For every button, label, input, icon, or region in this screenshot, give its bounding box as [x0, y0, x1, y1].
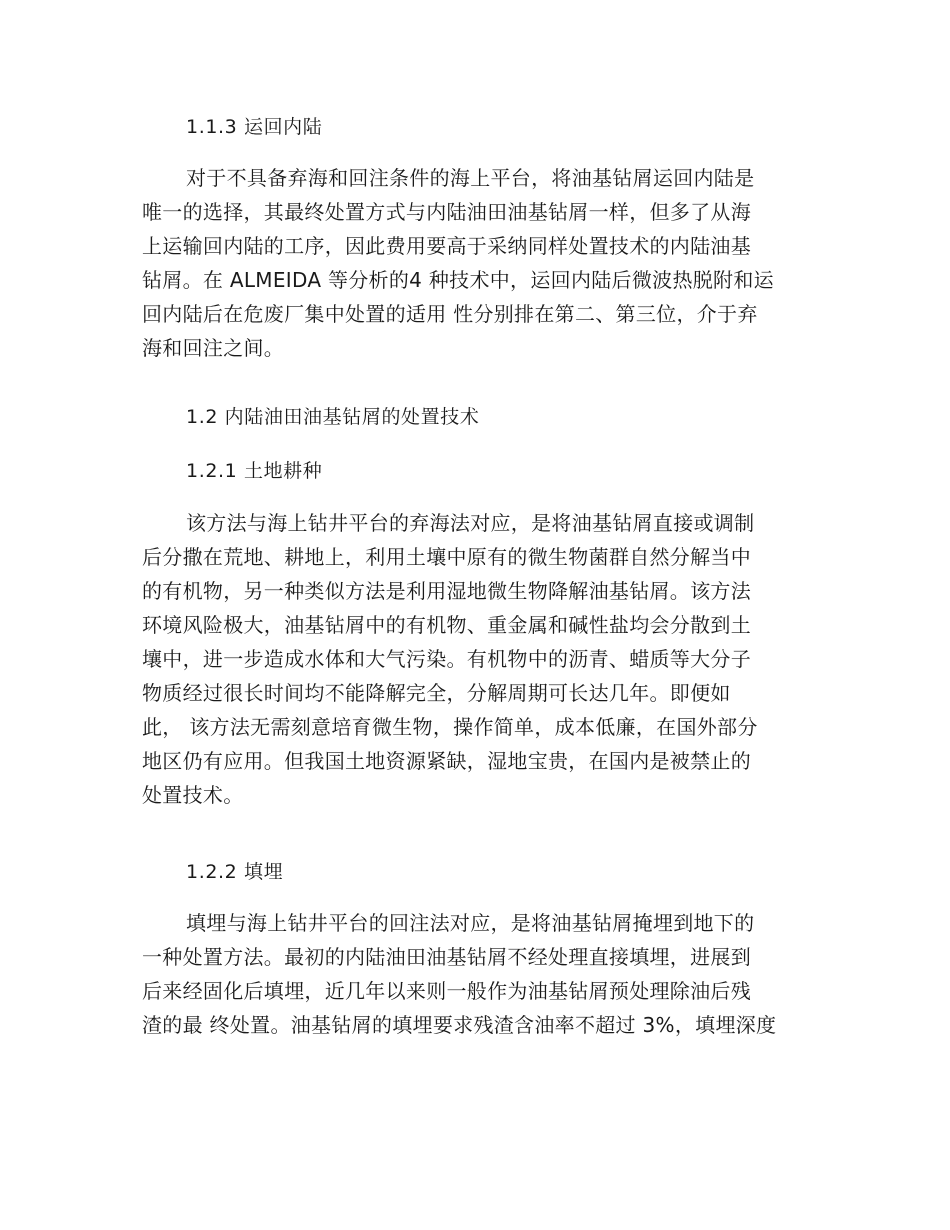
paragraph-line: 渣的最 终处置。油基钻屑的填埋要求残渣含油率不超过 3%，填埋深度: [142, 1013, 777, 1037]
heading-1-2: 1.2 内陆油田油基钻屑的处置技术: [186, 406, 480, 428]
paragraph-line: 该方法与海上钻井平台的弃海法对应，是将油基钻屑直接或调制: [186, 511, 755, 535]
paragraph-line: 环境风险极大，油基钻屑中的有机物、重金属和碱性盐均会分散到土: [142, 613, 751, 637]
paragraph-line: 地区仍有应用。但我国土地资源紧缺，湿地宝贵，在国内是被禁止的: [142, 749, 751, 773]
paragraph-line: 钻屑。在 ALMEIDA 等分析的4 种技术中，运回内陆后微波热脱附和运: [142, 268, 774, 292]
paragraph-line: 物质经过很长时间均不能降解完全，分解周期可长达几年。即便如: [142, 681, 731, 705]
paragraph-line: 后来经固化后填埋，近几年以来则一般作为油基钻屑预处理除油后残: [142, 979, 751, 1003]
paragraph-line: 回内陆后在危废厂集中处置的适用 性分别排在第二、第三位，介于弃: [142, 302, 758, 326]
paragraph-line: 唯一的选择，其最终处置方式与内陆油田油基钻屑一样，但多了从海: [142, 200, 751, 224]
paragraph-line: 的有机物，另一种类似方法是利用湿地微生物降解油基钻屑。该方法: [142, 579, 751, 603]
paragraph-line: 一种处置方法。最初的内陆油田油基钻屑不经处理直接填埋，进展到: [142, 945, 751, 969]
paragraph-line: 处置技术。: [142, 783, 244, 807]
paragraph-line: 后分撒在荒地、耕地上，利用土壤中原有的微生物菌群自然分解当中: [142, 545, 751, 569]
paragraph-line: 壤中，进一步造成水体和大气污染。有机物中的沥青、蜡质等大分子: [142, 647, 751, 671]
paragraph-line: 海和回注之间。: [142, 336, 285, 360]
heading-1-2-1: 1.2.1 土地耕种: [186, 460, 323, 482]
heading-1-1-3: 1.1.3 运回内陆: [186, 116, 323, 138]
paragraph-line: 填埋与海上钻井平台的回注法对应，是将油基钻屑掩埋到地下的: [186, 911, 755, 935]
paragraph-line: 此， 该方法无需刻意培育微生物，操作简单，成本低廉，在国外部分: [142, 715, 758, 739]
heading-1-2-2: 1.2.2 填埋: [186, 861, 284, 883]
paragraph-line: 上运输回内陆的工序，因此费用要高于采纳同样处置技术的内陆油基: [142, 234, 751, 258]
paragraph-line: 对于不具备弃海和回注条件的海上平台，将油基钻屑运回内陆是: [186, 166, 755, 190]
